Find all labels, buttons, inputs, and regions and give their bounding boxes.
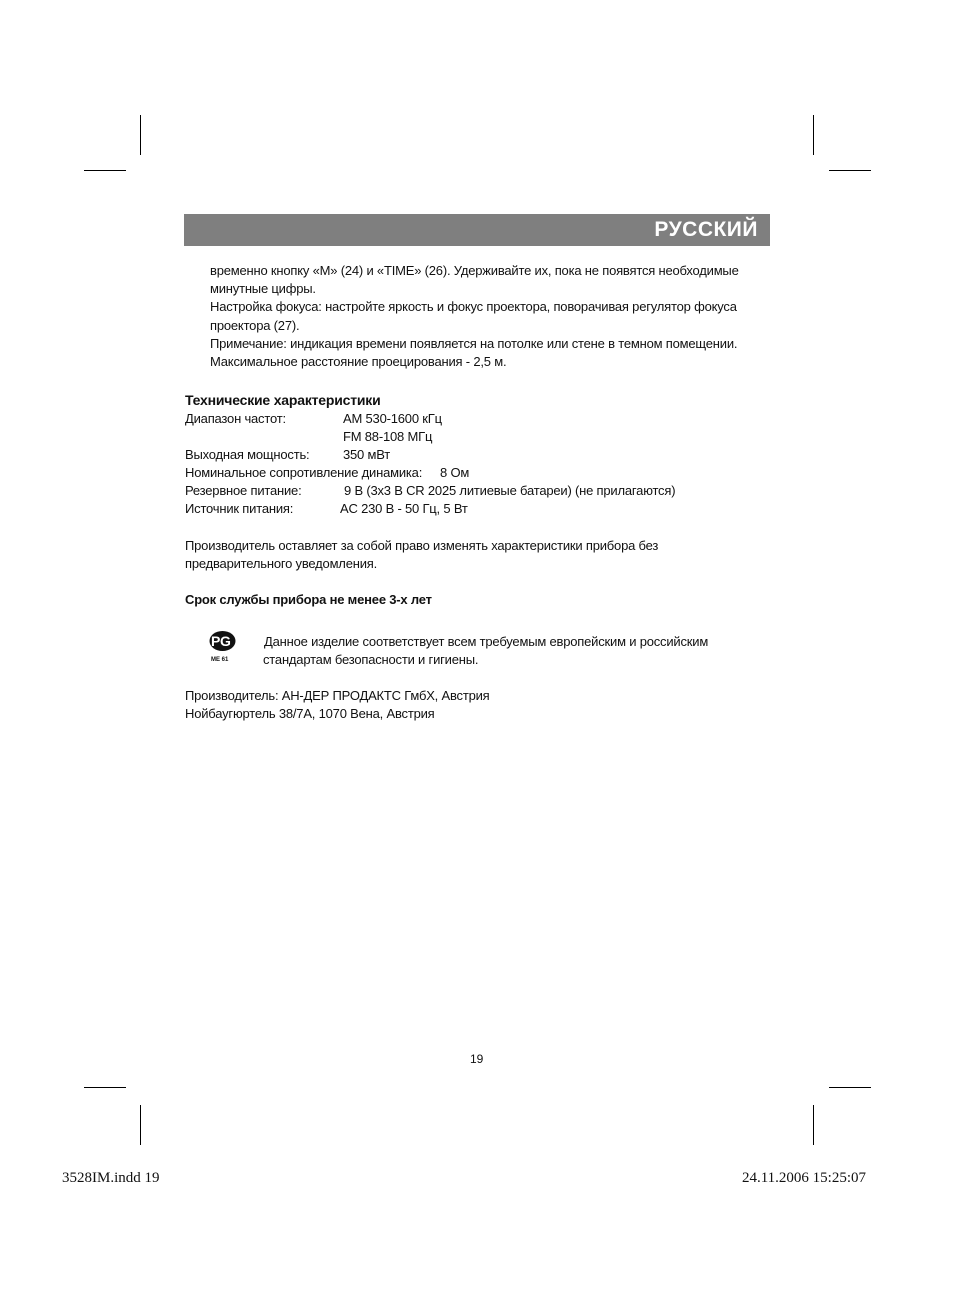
spec-label: Источник питания: [185,501,294,516]
intro-line: минутные цифры. [210,281,316,296]
svg-text:G: G [220,633,231,649]
intro-line: Настройка фокуса: настройте яркость и фокус проектора, поворачивая регулятор фокуса [210,299,737,314]
notice-line: Производитель оставляет за собой право изменять характеристики прибора без [185,538,659,553]
spec-value: 9 В (3х3 В CR 2025 литиевые батареи) (не прилагаются) [344,483,676,498]
spec-value: AC 230 В - 50 Гц, 5 Вт [340,501,468,516]
language-header-bar [184,214,770,246]
certification-mark-code: ME 61 [211,657,229,663]
crop-mark-top-right-v [813,115,814,155]
crop-mark-bottom-left-h [84,1087,126,1088]
spec-label: Номинальное сопротивление динамика: [185,465,423,480]
language-label: РУССКИЙ [654,218,758,241]
intro-line: Примечание: индикация времени появляется на потолке или стене в темном помещении. [210,336,738,351]
notice-line: предварительного уведомления. [185,556,378,571]
certification-line: стандартам безопасности и гигиены. [263,652,479,667]
slug-file: 3528IM.indd 19 [62,1170,160,1186]
certification-line: Данное изделие соответствует всем требуемым европейским и российским [264,634,709,649]
crop-mark-bottom-right-v [813,1105,814,1145]
spec-label: Резервное питание: [185,483,302,498]
crop-mark-top-left-v [140,115,141,155]
crop-mark-bottom-left-v [140,1105,141,1145]
intro-line: проектора (27). [210,318,300,333]
crop-mark-bottom-right-h [829,1087,871,1088]
intro-line: временно кнопку «M» (24) и «TIME» (26). Удерживайте их, пока не появятся необходимые [210,263,739,278]
spec-value: 350 мВт [343,447,391,462]
slug-datetime: 24.11.2006 15:25:07 [741,1170,866,1186]
crop-mark-top-right-h [829,170,871,171]
page-number: 19 [470,1052,484,1066]
manufacturer-line: Нойбаугюртель 38/7А, 1070 Вена, Австрия [185,706,435,721]
svg-text:P: P [211,633,221,649]
crop-mark-top-left-h [84,170,126,171]
spec-value: 8 Ом [440,465,470,480]
service-life: Срок службы прибора не менее 3-х лет [185,592,432,607]
rst-certification-icon [206,630,240,664]
manufacturer-line: Производитель: АН-ДЕР ПРОДАКТС ГмбХ, Австрия [185,688,490,703]
spec-value: AM 530-1600 кГц [343,411,442,426]
spec-label: Диапазон частот: [185,411,286,426]
spec-label: Выходная мощность: [185,447,310,462]
intro-line: Максимальное расстояние проецирования - 2,5 м. [210,354,507,369]
specs-title: Технические характеристики [185,392,381,408]
spec-value: FM 88-108 МГц [343,429,433,444]
